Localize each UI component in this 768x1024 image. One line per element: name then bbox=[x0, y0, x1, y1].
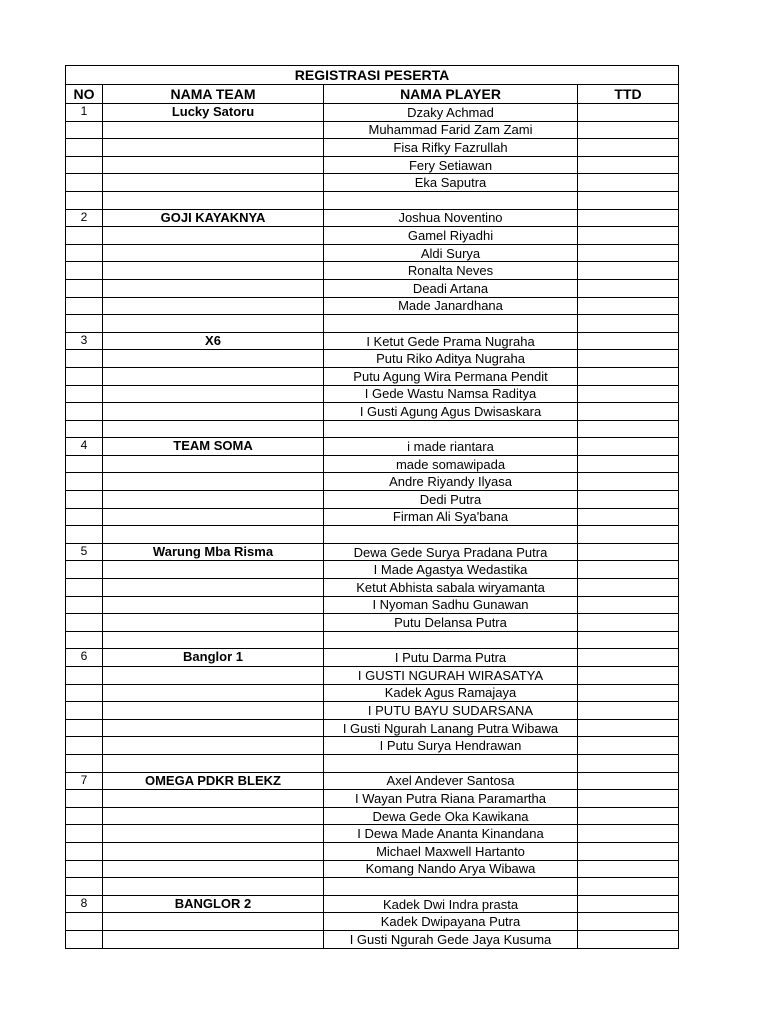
table-row bbox=[66, 121, 679, 139]
player-name-cell: Ketut Abhista sabala wiryamanta bbox=[324, 579, 578, 597]
header-row bbox=[66, 85, 679, 104]
player-name-cell: Fery Setiawan bbox=[324, 156, 578, 174]
signature-cell[interactable] bbox=[578, 807, 679, 825]
player-name-cell: Made Janardhana bbox=[324, 297, 578, 315]
player-name-cell: Dedi Putra bbox=[324, 491, 578, 509]
team-name-cell bbox=[103, 719, 324, 737]
team-number-cell bbox=[66, 139, 103, 157]
player-name-cell: Putu Delansa Putra bbox=[324, 614, 578, 632]
signature-cell[interactable] bbox=[578, 684, 679, 702]
spacer-row bbox=[66, 420, 679, 438]
signature-cell[interactable] bbox=[578, 842, 679, 860]
table-row bbox=[66, 227, 679, 245]
empty-cell bbox=[578, 191, 679, 209]
team-name-cell bbox=[103, 842, 324, 860]
player-name-cell: I Putu Darma Putra bbox=[324, 649, 578, 667]
team-number-cell bbox=[66, 790, 103, 808]
team-name-cell: X6 bbox=[103, 332, 324, 350]
team-name-cell: Banglor 1 bbox=[103, 649, 324, 667]
team-number-cell bbox=[66, 508, 103, 526]
table-row bbox=[66, 508, 679, 526]
empty-cell bbox=[324, 631, 578, 649]
signature-cell[interactable] bbox=[578, 649, 679, 667]
team-number-cell: 5 bbox=[66, 543, 103, 561]
team-number-cell: 3 bbox=[66, 332, 103, 350]
signature-cell[interactable] bbox=[578, 227, 679, 245]
signature-cell[interactable] bbox=[578, 279, 679, 297]
team-name-cell: TEAM SOMA bbox=[103, 438, 324, 456]
team-number-cell bbox=[66, 930, 103, 948]
empty-cell bbox=[103, 526, 324, 544]
team-number-cell: 1 bbox=[66, 104, 103, 122]
table-row bbox=[66, 667, 679, 685]
team-number-cell bbox=[66, 350, 103, 368]
team-name-cell bbox=[103, 174, 324, 192]
player-name-cell: I Gusti Ngurah Lanang Putra Wibawa bbox=[324, 719, 578, 737]
registration-body bbox=[66, 104, 679, 949]
team-name-cell bbox=[103, 297, 324, 315]
table-row bbox=[66, 825, 679, 843]
title-row bbox=[66, 66, 679, 85]
player-name-cell: Firman Ali Sya'bana bbox=[324, 508, 578, 526]
team-name-cell bbox=[103, 596, 324, 614]
team-name-cell bbox=[103, 825, 324, 843]
empty-cell bbox=[103, 754, 324, 772]
team-number-cell bbox=[66, 561, 103, 579]
empty-cell bbox=[578, 878, 679, 896]
empty-cell bbox=[66, 315, 103, 333]
spacer-row bbox=[66, 631, 679, 649]
table-row bbox=[66, 561, 679, 579]
table-row bbox=[66, 209, 679, 227]
team-number-cell bbox=[66, 244, 103, 262]
spacer-row bbox=[66, 191, 679, 209]
team-number-cell bbox=[66, 807, 103, 825]
table-row bbox=[66, 104, 679, 122]
player-name-cell: Kadek Dwipayana Putra bbox=[324, 913, 578, 931]
signature-cell[interactable] bbox=[578, 174, 679, 192]
empty-cell bbox=[578, 315, 679, 333]
empty-cell bbox=[324, 420, 578, 438]
team-number-cell bbox=[66, 684, 103, 702]
player-name-cell: I Gusti Agung Agus Dwisaskara bbox=[324, 403, 578, 421]
table-row bbox=[66, 156, 679, 174]
team-name-cell bbox=[103, 807, 324, 825]
table-row bbox=[66, 614, 679, 632]
empty-cell bbox=[324, 191, 578, 209]
player-name-cell: Putu Riko Aditya Nugraha bbox=[324, 350, 578, 368]
signature-cell[interactable] bbox=[578, 508, 679, 526]
signature-cell[interactable] bbox=[578, 156, 679, 174]
team-name-cell bbox=[103, 262, 324, 280]
team-name-cell bbox=[103, 385, 324, 403]
signature-cell[interactable] bbox=[578, 790, 679, 808]
signature-cell[interactable] bbox=[578, 719, 679, 737]
table-row bbox=[66, 297, 679, 315]
header-player: NAMA PLAYER bbox=[324, 85, 578, 104]
player-name-cell: I Wayan Putra Riana Paramartha bbox=[324, 790, 578, 808]
team-number-cell bbox=[66, 719, 103, 737]
empty-cell bbox=[324, 878, 578, 896]
signature-cell[interactable] bbox=[578, 825, 679, 843]
empty-cell bbox=[103, 420, 324, 438]
signature-cell[interactable] bbox=[578, 702, 679, 720]
empty-cell bbox=[578, 420, 679, 438]
player-name-cell: I Made Agastya Wedastika bbox=[324, 561, 578, 579]
player-name-cell: Axel Andever Santosa bbox=[324, 772, 578, 790]
team-name-cell bbox=[103, 156, 324, 174]
empty-cell bbox=[324, 754, 578, 772]
team-name-cell bbox=[103, 860, 324, 878]
table-row bbox=[66, 790, 679, 808]
table-row bbox=[66, 350, 679, 368]
team-number-cell: 6 bbox=[66, 649, 103, 667]
team-number-cell bbox=[66, 596, 103, 614]
team-name-cell bbox=[103, 737, 324, 755]
table-row bbox=[66, 262, 679, 280]
table-row bbox=[66, 913, 679, 931]
team-name-cell bbox=[103, 702, 324, 720]
table-row bbox=[66, 895, 679, 913]
team-number-cell bbox=[66, 667, 103, 685]
empty-cell bbox=[103, 878, 324, 896]
team-number-cell bbox=[66, 702, 103, 720]
table-row bbox=[66, 455, 679, 473]
signature-cell[interactable] bbox=[578, 561, 679, 579]
signature-cell[interactable] bbox=[578, 614, 679, 632]
player-name-cell: Dewa Gede Surya Pradana Putra bbox=[324, 543, 578, 561]
table-row bbox=[66, 473, 679, 491]
team-name-cell bbox=[103, 279, 324, 297]
table-row bbox=[66, 860, 679, 878]
team-number-cell bbox=[66, 156, 103, 174]
player-name-cell: I Gede Wastu Namsa Raditya bbox=[324, 385, 578, 403]
empty-cell bbox=[103, 315, 324, 333]
empty-cell bbox=[578, 631, 679, 649]
empty-cell bbox=[66, 526, 103, 544]
spacer-row bbox=[66, 526, 679, 544]
team-number-cell bbox=[66, 825, 103, 843]
player-name-cell: Ronalta Neves bbox=[324, 262, 578, 280]
team-number-cell: 7 bbox=[66, 772, 103, 790]
team-name-cell bbox=[103, 139, 324, 157]
table-row bbox=[66, 579, 679, 597]
signature-cell[interactable] bbox=[578, 737, 679, 755]
team-number-cell bbox=[66, 473, 103, 491]
team-number-cell bbox=[66, 279, 103, 297]
team-number-cell bbox=[66, 297, 103, 315]
empty-cell bbox=[66, 878, 103, 896]
signature-cell[interactable] bbox=[578, 209, 679, 227]
signature-cell[interactable] bbox=[578, 121, 679, 139]
table-row bbox=[66, 842, 679, 860]
signature-cell[interactable] bbox=[578, 332, 679, 350]
player-name-cell: Gamel Riyadhi bbox=[324, 227, 578, 245]
team-number-cell bbox=[66, 121, 103, 139]
team-number-cell bbox=[66, 227, 103, 245]
empty-cell bbox=[103, 191, 324, 209]
team-name-cell: BANGLOR 2 bbox=[103, 895, 324, 913]
team-number-cell bbox=[66, 455, 103, 473]
player-name-cell: Michael Maxwell Hartanto bbox=[324, 842, 578, 860]
table-row bbox=[66, 491, 679, 509]
table-row bbox=[66, 930, 679, 948]
team-name-cell bbox=[103, 913, 324, 931]
team-name-cell bbox=[103, 790, 324, 808]
team-number-cell bbox=[66, 860, 103, 878]
signature-cell[interactable] bbox=[578, 367, 679, 385]
signature-cell[interactable] bbox=[578, 438, 679, 456]
team-name-cell bbox=[103, 244, 324, 262]
player-name-cell: I Dewa Made Ananta Kinandana bbox=[324, 825, 578, 843]
signature-cell[interactable] bbox=[578, 930, 679, 948]
team-number-cell bbox=[66, 842, 103, 860]
empty-cell bbox=[66, 754, 103, 772]
spacer-row bbox=[66, 754, 679, 772]
spacer-row bbox=[66, 315, 679, 333]
team-number-cell: 2 bbox=[66, 209, 103, 227]
table-row bbox=[66, 702, 679, 720]
signature-cell[interactable] bbox=[578, 455, 679, 473]
signature-cell[interactable] bbox=[578, 244, 679, 262]
table-row bbox=[66, 438, 679, 456]
empty-cell bbox=[578, 526, 679, 544]
team-name-cell bbox=[103, 455, 324, 473]
player-name-cell: Deadi Artana bbox=[324, 279, 578, 297]
team-number-cell bbox=[66, 491, 103, 509]
team-name-cell: OMEGA PDKR BLEKZ bbox=[103, 772, 324, 790]
table-row bbox=[66, 737, 679, 755]
team-name-cell bbox=[103, 508, 324, 526]
team-number-cell bbox=[66, 737, 103, 755]
table-row bbox=[66, 596, 679, 614]
team-name-cell bbox=[103, 561, 324, 579]
empty-cell bbox=[66, 191, 103, 209]
team-name-cell: Warung Mba Risma bbox=[103, 543, 324, 561]
player-name-cell: Muhammad Farid Zam Zami bbox=[324, 121, 578, 139]
team-name-cell: GOJI KAYAKNYA bbox=[103, 209, 324, 227]
player-name-cell: Dzaky Achmad bbox=[324, 104, 578, 122]
team-name-cell bbox=[103, 684, 324, 702]
player-name-cell: i made riantara bbox=[324, 438, 578, 456]
signature-cell[interactable] bbox=[578, 385, 679, 403]
signature-cell[interactable] bbox=[578, 139, 679, 157]
team-name-cell bbox=[103, 930, 324, 948]
signature-cell[interactable] bbox=[578, 860, 679, 878]
table-row bbox=[66, 332, 679, 350]
player-name-cell: Putu Agung Wira Permana Pendit bbox=[324, 367, 578, 385]
empty-cell bbox=[324, 315, 578, 333]
team-name-cell bbox=[103, 121, 324, 139]
document-title: REGISTRASI PESERTA bbox=[66, 66, 679, 85]
player-name-cell: Kadek Agus Ramajaya bbox=[324, 684, 578, 702]
team-number-cell: 4 bbox=[66, 438, 103, 456]
table-row bbox=[66, 807, 679, 825]
team-number-cell: 8 bbox=[66, 895, 103, 913]
team-name-cell bbox=[103, 667, 324, 685]
player-name-cell: I PUTU BAYU SUDARSANA bbox=[324, 702, 578, 720]
signature-cell[interactable] bbox=[578, 913, 679, 931]
signature-cell[interactable] bbox=[578, 473, 679, 491]
table-row bbox=[66, 684, 679, 702]
header-no: NO bbox=[66, 85, 103, 104]
table-row bbox=[66, 139, 679, 157]
empty-cell bbox=[66, 420, 103, 438]
team-name-cell bbox=[103, 350, 324, 368]
signature-cell[interactable] bbox=[578, 104, 679, 122]
table-row bbox=[66, 649, 679, 667]
team-name-cell bbox=[103, 227, 324, 245]
empty-cell bbox=[578, 754, 679, 772]
table-row bbox=[66, 543, 679, 561]
signature-cell[interactable] bbox=[578, 596, 679, 614]
signature-cell[interactable] bbox=[578, 262, 679, 280]
player-name-cell: Komang Nando Arya Wibawa bbox=[324, 860, 578, 878]
player-name-cell: I Ketut Gede Prama Nugraha bbox=[324, 332, 578, 350]
empty-cell bbox=[66, 631, 103, 649]
header-ttd: TTD bbox=[578, 85, 679, 104]
empty-cell bbox=[324, 526, 578, 544]
team-name-cell bbox=[103, 614, 324, 632]
empty-cell bbox=[103, 631, 324, 649]
table-row bbox=[66, 174, 679, 192]
player-name-cell: Joshua Noventino bbox=[324, 209, 578, 227]
player-name-cell: Aldi Surya bbox=[324, 244, 578, 262]
team-number-cell bbox=[66, 367, 103, 385]
player-name-cell: I Nyoman Sadhu Gunawan bbox=[324, 596, 578, 614]
team-number-cell bbox=[66, 385, 103, 403]
team-number-cell bbox=[66, 913, 103, 931]
signature-cell[interactable] bbox=[578, 667, 679, 685]
header-team: NAMA TEAM bbox=[103, 85, 324, 104]
player-name-cell: I Putu Surya Hendrawan bbox=[324, 737, 578, 755]
table-row bbox=[66, 403, 679, 421]
table-row bbox=[66, 385, 679, 403]
player-name-cell: Fisa Rifky Fazrullah bbox=[324, 139, 578, 157]
team-number-cell bbox=[66, 614, 103, 632]
player-name-cell: Kadek Dwi Indra prasta bbox=[324, 895, 578, 913]
player-name-cell: Andre Riyandy Ilyasa bbox=[324, 473, 578, 491]
table-row bbox=[66, 279, 679, 297]
signature-cell[interactable] bbox=[578, 895, 679, 913]
player-name-cell: I Gusti Ngurah Gede Jaya Kusuma bbox=[324, 930, 578, 948]
team-name-cell bbox=[103, 579, 324, 597]
team-number-cell bbox=[66, 403, 103, 421]
player-name-cell: Eka Saputra bbox=[324, 174, 578, 192]
signature-cell[interactable] bbox=[578, 491, 679, 509]
team-number-cell bbox=[66, 579, 103, 597]
registration-table bbox=[65, 65, 679, 949]
signature-cell[interactable] bbox=[578, 772, 679, 790]
team-number-cell bbox=[66, 262, 103, 280]
signature-cell[interactable] bbox=[578, 297, 679, 315]
team-name-cell: Lucky Satoru bbox=[103, 104, 324, 122]
spacer-row bbox=[66, 878, 679, 896]
player-name-cell: Dewa Gede Oka Kawikana bbox=[324, 807, 578, 825]
signature-cell[interactable] bbox=[578, 350, 679, 368]
player-name-cell: made somawipada bbox=[324, 455, 578, 473]
table-row bbox=[66, 772, 679, 790]
signature-cell[interactable] bbox=[578, 579, 679, 597]
signature-cell[interactable] bbox=[578, 543, 679, 561]
player-name-cell: I GUSTI NGURAH WIRASATYA bbox=[324, 667, 578, 685]
team-name-cell bbox=[103, 403, 324, 421]
team-number-cell bbox=[66, 174, 103, 192]
table-row bbox=[66, 719, 679, 737]
table-row bbox=[66, 367, 679, 385]
team-name-cell bbox=[103, 473, 324, 491]
team-name-cell bbox=[103, 367, 324, 385]
table-row bbox=[66, 244, 679, 262]
team-name-cell bbox=[103, 491, 324, 509]
signature-cell[interactable] bbox=[578, 403, 679, 421]
